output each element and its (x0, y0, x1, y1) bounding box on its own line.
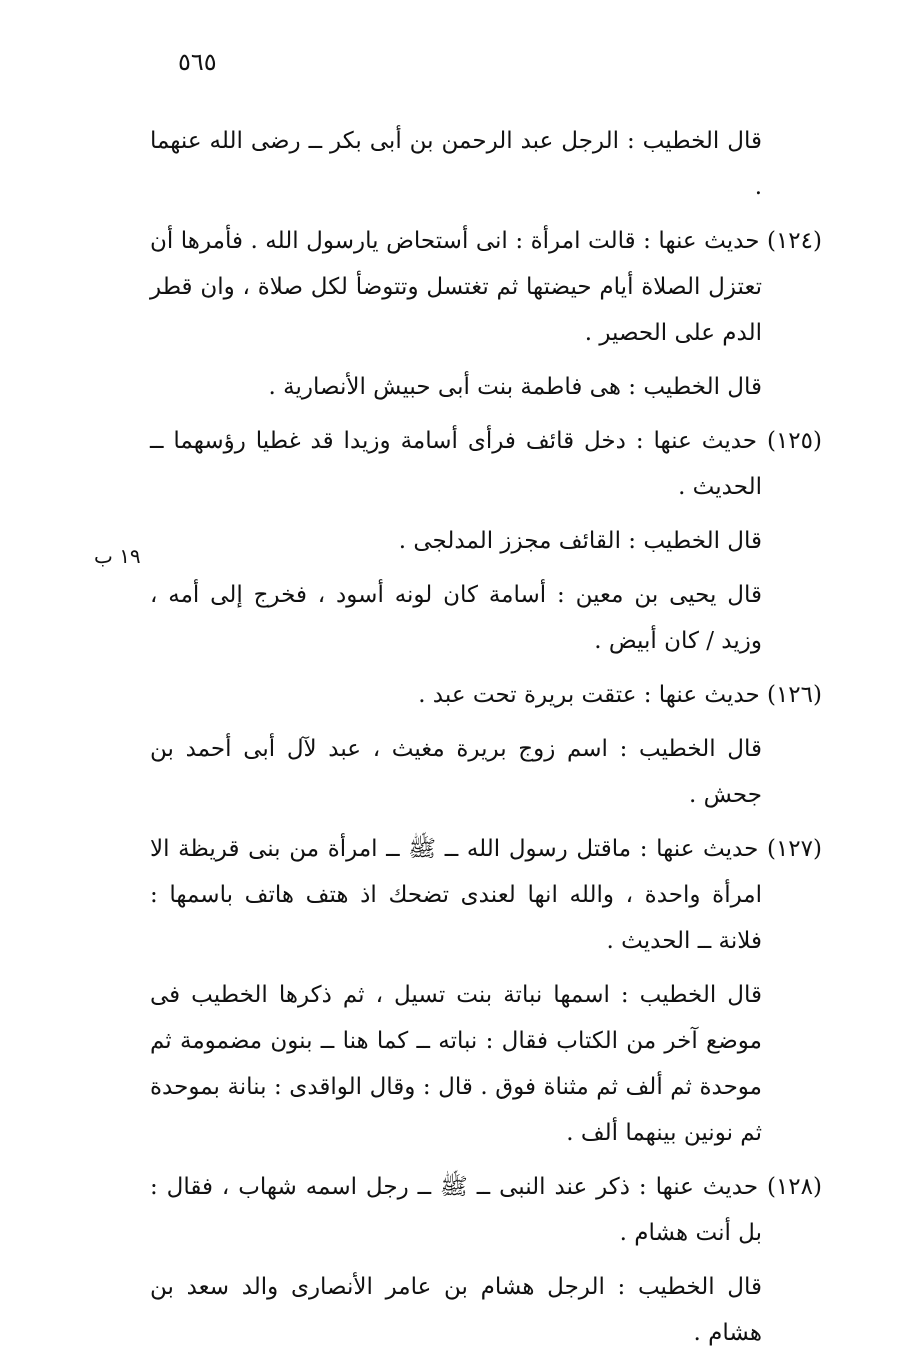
commentary-paragraph: قال الخطيب : هى فاطمة بنت أبى حبيش الأنصارية . (268, 374, 762, 400)
commentary-paragraph: قال الخطيب : اسم زوج بريرة مغيث ، عبد لآل أبى أحمد بن جحش . (150, 736, 762, 808)
commentary-paragraph: قال الخطيب : القائف مجزز المدلجى . (398, 528, 762, 554)
commentary-paragraph: قال الخطيب : الرجل هشام بن عامر الأنصارى والد سعد بن هشام . (150, 1274, 762, 1346)
manuscript-folio-note: ١٩ ب (94, 544, 141, 568)
hadith-paragraph: (١٢٥) حديث عنها : دخل قائف فرأى أسامة وزيدا قد غطيا رؤسهما ــ الحديث . (150, 428, 822, 500)
commentary-paragraph: قال الخطيب : الرجل عبد الرحمن بن أبى بكر ــ رضى الله عنهما . (150, 128, 762, 200)
hadith-paragraph: (١٢٤) حديث عنها : قالت امرأة : انى أستحاض يارسول الله . فأمرها أن تعتزل الصلاة أيام حيضتها ثم تغتسل وتتوضأ لكل صلاة ، وان قطر الدم على الحصير . (150, 228, 822, 346)
page-body (150, 118, 822, 1356)
commentary-paragraph: قال الخطيب : اسمها نباتة بنت تسيل ، ثم ذكرها الخطيب فى موضع آخر من الكتاب فقال : نباته ــ كما هنا ــ بنون مضمومة ثم موحدة ثم ألف ثم مثناة فوق . قال : وقال الواقدى : بنانة بموحدة ثم نونين بينهما ألف . (150, 982, 762, 1146)
hadith-paragraph: (١٢٨) حديث عنها : ذكر عند النبى ــ ﷺ ــ رجل اسمه شهاب ، فقال : بل أنت هشام . (150, 1174, 822, 1246)
hadith-paragraph: (١٢٦) حديث عنها : عتقت بريرة تحت عبد . (418, 682, 822, 708)
page-number: ٥٦٥ (178, 48, 217, 76)
commentary-paragraph: قال يحيى بن معين : أسامة كان لونه أسود ، فخرج إلى أمه ، وزيد / كان أبيض . (150, 582, 762, 654)
hadith-paragraph: (١٢٧) حديث عنها : ماقتل رسول الله ــ ﷺ ــ امرأة من بنى قريظة الا امرأة واحدة ، والله انها لعندى تضحك اذ هتف هاتف باسمها : فلانة ــ الحديث . (150, 836, 822, 954)
